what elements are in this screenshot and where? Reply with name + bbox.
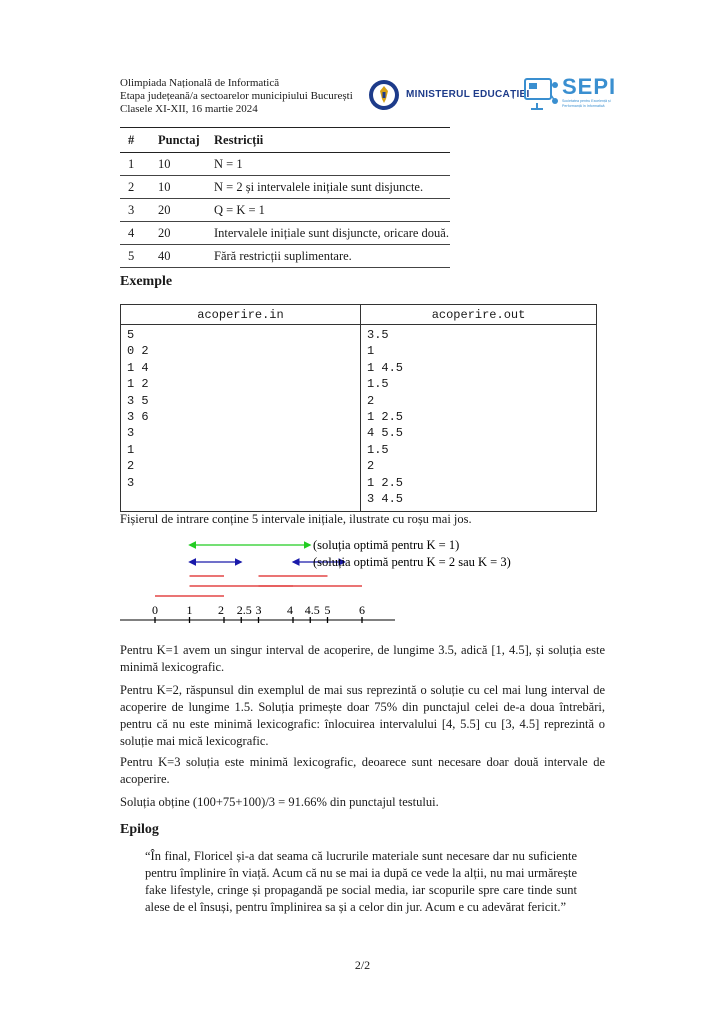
interval-diagram bbox=[115, 533, 535, 638]
axis-tick-label: 6 bbox=[359, 603, 365, 617]
explanation-k1: Pentru K=1 avem un singur interval de acoperire, de lungime 3.5, adică [1, 4.5], și soluția este minimă lexicografic. bbox=[120, 643, 605, 674]
subtask-score: 20 bbox=[158, 222, 214, 245]
axis-tick-label: 2.5 bbox=[236, 603, 252, 617]
epilog-heading: Epilog bbox=[120, 822, 159, 837]
sepi-logo-subtitle: Societatea pentru Excelență și Performanță în Informatică bbox=[562, 99, 611, 108]
subtask-score: 20 bbox=[158, 199, 214, 222]
epilog-quote: “În final, Floricel și-a dat seama că lucrurile materiale sunt necesare dar nu suficiente pentru împlinire în viață. Acum că nu se mai ia după ce vede la alții, nu mai urmărește fake lifestyle, cringe și propagandă pe social media, iar scopurile spre care tinde sunt alese de el însuși, pentru împlinirea sa și a celor din jur. Acum e cu adevărat fericit.” bbox=[145, 849, 577, 914]
subtask-restriction: N = 2 și intervalele inițiale sunt disjuncte. bbox=[214, 176, 450, 199]
subtask-row bbox=[120, 245, 450, 268]
subtask-score: 10 bbox=[158, 153, 214, 176]
file-line: 3 4.5 bbox=[367, 492, 404, 507]
col-header-restrictions: Restricții bbox=[214, 128, 450, 153]
axis-tick-label: 5 bbox=[324, 603, 331, 617]
axis-tick-label: 4.5 bbox=[304, 603, 320, 617]
example-io-table bbox=[120, 304, 597, 512]
file-line: 4 5.5 bbox=[367, 426, 404, 441]
axis-tick-label: 4 bbox=[287, 603, 293, 617]
axis-tick-label: 0 bbox=[152, 603, 158, 617]
file-line: 3 5 bbox=[127, 393, 149, 408]
subtask-score: 40 bbox=[158, 245, 214, 268]
subtask-number: 4 bbox=[120, 222, 158, 245]
output-file-header: acoperire.out bbox=[361, 305, 597, 325]
header-stage: Etapa județeană/a sectoarelor municipiului București bbox=[120, 90, 353, 102]
file-line: 1 2 bbox=[127, 377, 149, 392]
file-line: 2 bbox=[367, 393, 375, 408]
file-line: 0 2 bbox=[127, 344, 149, 359]
green-solution-label: (soluția optimă pentru K = 1) bbox=[313, 538, 460, 552]
subtask-number: 3 bbox=[120, 199, 158, 222]
file-line: 1.5 bbox=[367, 442, 389, 457]
file-line: 2 bbox=[127, 459, 135, 474]
header-olympiad: Olimpiada Națională de Informatică bbox=[120, 77, 280, 89]
ministry-crest-icon bbox=[368, 79, 400, 111]
subtask-table bbox=[120, 127, 450, 268]
input-file-header: acoperire.in bbox=[121, 305, 361, 325]
subtask-number: 2 bbox=[120, 176, 158, 199]
subtask-restriction: N = 1 bbox=[214, 153, 450, 176]
file-line: 1 bbox=[367, 344, 375, 359]
figure-caption: Fișierul de intrare conține 5 intervale inițiale, ilustrate cu roșu mai jos. bbox=[120, 512, 472, 526]
header-classes: Clasele XI-XII, 16 martie 2024 bbox=[120, 103, 258, 115]
axis-tick-label: 1 bbox=[186, 603, 193, 617]
subtask-row bbox=[120, 153, 450, 176]
subtask-row bbox=[120, 176, 450, 199]
explanation-k2: Pentru K=2, răspunsul din exemplul de mai sus reprezintă o soluție cu cel mai lung interval de acoperire de lungime 1.5. Soluția primește doar 75% din punctajul celei de-a doua întrebări, pentru că nu este minimă lexicografic: înlocuirea intervalului [4, 5.5] cu [3, 4.5] reprezintă o soluție mai mică lexicografic. bbox=[120, 683, 605, 748]
subtask-header-row bbox=[120, 128, 450, 153]
file-line: 1.5 bbox=[367, 377, 389, 392]
page-number: 2/2 bbox=[354, 958, 371, 972]
input-file-content bbox=[121, 325, 361, 512]
file-line: 3 6 bbox=[127, 410, 149, 425]
file-line: 1 2.5 bbox=[367, 475, 404, 490]
file-line: 2 bbox=[367, 459, 375, 474]
subtask-row bbox=[120, 199, 450, 222]
file-line: 3 bbox=[127, 475, 135, 490]
subtask-number: 1 bbox=[120, 153, 158, 176]
blue-solution-label: (soluția optimă pentru K = 2 sau K = 3) bbox=[313, 555, 511, 569]
explanation-k3: Pentru K=3 soluția este minimă lexicografic, deoarece sunt necesare doar două intervale de acoperire. bbox=[120, 755, 605, 786]
subtask-restriction: Q = K = 1 bbox=[214, 199, 450, 222]
examples-heading: Exemple bbox=[120, 274, 173, 289]
axis-tick-label: 3 bbox=[255, 603, 262, 617]
col-header-num: # bbox=[120, 128, 158, 153]
file-line: 1 2.5 bbox=[367, 410, 404, 425]
axis-tick-label: 2 bbox=[218, 603, 224, 617]
sepi-logo-icon bbox=[523, 73, 563, 113]
file-line: 1 4 bbox=[127, 360, 149, 375]
output-file-content bbox=[361, 325, 597, 512]
subtask-score: 10 bbox=[158, 176, 214, 199]
score-summary: Soluția obține (100+75+100)/3 = 91.66% din punctajul testului. bbox=[120, 795, 439, 809]
file-line: 3 bbox=[127, 426, 135, 441]
file-line: 1 4.5 bbox=[367, 360, 404, 375]
subtask-row bbox=[120, 222, 450, 245]
file-line: 5 bbox=[127, 328, 135, 342]
subtask-restriction: Fără restricții suplimentare. bbox=[214, 245, 450, 268]
ministry-name: MINISTERUL EDUCAȚIEI bbox=[406, 89, 530, 100]
col-header-score: Punctaj bbox=[158, 128, 214, 153]
sepi-logo-text: SEPI bbox=[562, 74, 617, 99]
file-line: 3.5 bbox=[367, 328, 389, 342]
file-line: 1 bbox=[127, 442, 135, 457]
subtask-number: 5 bbox=[120, 245, 158, 268]
subtask-restriction: Intervalele inițiale sunt disjuncte, oricare două. bbox=[214, 222, 450, 245]
